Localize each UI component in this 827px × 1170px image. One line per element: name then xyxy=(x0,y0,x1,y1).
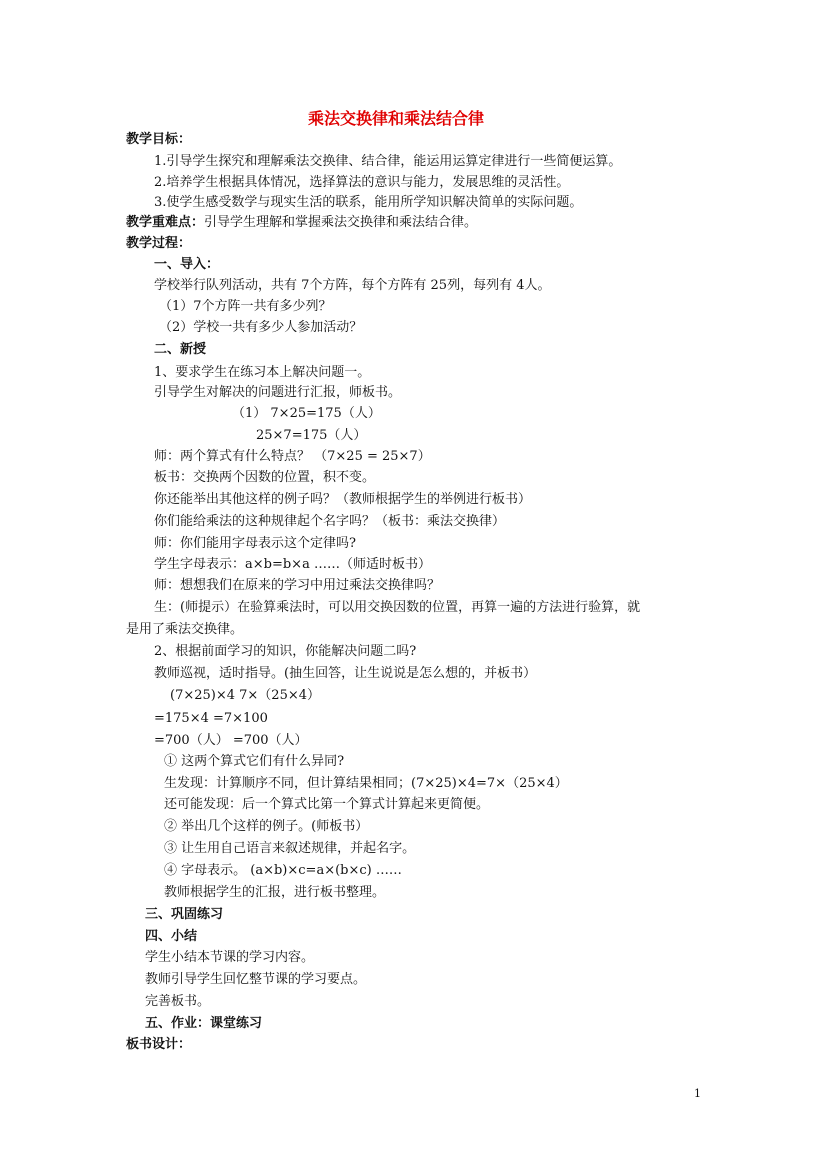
text-line xyxy=(154,732,308,750)
section-heading: 教学重难点： xyxy=(126,215,205,230)
text-line xyxy=(164,753,344,771)
text-line xyxy=(154,577,440,595)
text-line xyxy=(154,448,431,466)
text-line xyxy=(154,469,375,487)
section-heading: 五、作业：课堂练习 xyxy=(145,1016,263,1031)
line-text: ② 举出几个这样的例子。(师板书） xyxy=(164,819,369,834)
text-line xyxy=(159,319,362,337)
line-text: 是用了乘法交换律。 xyxy=(126,622,244,637)
line-text: 1.引导学生探究和理解乘法交换律、结合律，能运用运算定律进行一些简便运算。 xyxy=(154,154,622,169)
section-heading: 板书设计： xyxy=(126,1037,192,1052)
line-text: =700（人） =700（人） xyxy=(154,733,308,748)
line-text: 板书：交换两个因数的位置，积不变。 xyxy=(154,470,376,485)
line-text: (7×25)×4 7×（25×4） xyxy=(170,688,321,703)
page-number: 1 xyxy=(694,1087,701,1100)
line-text: ③ 让生用自己语言来叙述规律，并起名字。 xyxy=(164,841,416,856)
text-line xyxy=(164,840,415,858)
text-line xyxy=(154,513,505,531)
text-line xyxy=(154,153,621,171)
line-text: 师：你们能用字母表示这个定律吗? xyxy=(154,536,356,551)
text-line xyxy=(154,256,219,274)
text-line xyxy=(232,405,381,423)
text-line xyxy=(145,928,197,946)
line-text: 1、要求学生在练习本上解决问题一。 xyxy=(154,365,371,380)
line-text: 你们能给乘法的这种规律起个名字吗？（板书：乘法交换律） xyxy=(154,514,506,529)
line-text: 还可能发现：后一个算式比第一个算式计算起来更简便。 xyxy=(164,797,490,812)
text-line xyxy=(164,862,402,880)
text-line xyxy=(154,384,401,402)
text-line xyxy=(154,277,550,295)
line-text: （1）7个方阵一共有多少列？ xyxy=(159,299,332,314)
section-heading: 四、小结 xyxy=(145,929,198,944)
text-line xyxy=(126,214,477,232)
line-text: 教师巡视，适时指导。(抽生回答，让生说说是怎么想的，并板书） xyxy=(154,666,537,681)
line-text: （2）学校一共有多少人参加活动？ xyxy=(159,320,363,335)
text-line xyxy=(256,427,366,445)
line-text: 你还能举出其他这样的例子吗？（教师根据学生的举例进行板书） xyxy=(154,492,532,507)
line-text: 3.使学生感受数学与现实生活的联系，能用所学知识解决简单的实际问题。 xyxy=(154,195,583,210)
line-text: （1） 7×25=175（人） xyxy=(232,406,381,421)
text-line xyxy=(154,710,268,728)
text-line xyxy=(145,906,223,924)
text-line xyxy=(154,643,416,661)
text-line xyxy=(154,599,640,617)
line-text: ① 这两个算式它们有什么异同? xyxy=(164,754,345,769)
line-text: 生：(师提示）在验算乘法时，可以用交换因数的位置，再算一遍的方法进行验算，就 xyxy=(154,600,641,615)
line-text: 生发现：计算顺序不同，但计算结果相同；(7×25)×4=7×（25×4） xyxy=(164,776,568,791)
text-line xyxy=(145,971,366,989)
text-line xyxy=(126,1036,191,1054)
text-line xyxy=(145,949,314,967)
line-text: 学生字母表示：a×b=b×a ……（师适时板书） xyxy=(154,557,431,572)
text-line xyxy=(154,364,370,382)
document-title: 乘法交换律和乘法结合律 xyxy=(308,109,485,128)
text-line xyxy=(145,1015,262,1033)
line-text: 师：想想我们在原来的学习中用过乘法交换律吗？ xyxy=(154,578,441,593)
line-text: 学生小结本节课的学习内容。 xyxy=(145,950,315,965)
text-line xyxy=(126,621,243,639)
text-line xyxy=(164,775,568,793)
text-line xyxy=(154,665,536,683)
line-text: 25×7=175（人） xyxy=(256,428,367,443)
line-text: 完善板书。 xyxy=(145,994,211,1009)
text-line xyxy=(170,687,320,705)
text-line xyxy=(164,818,368,836)
section-heading: 二、新授 xyxy=(154,342,207,357)
line-text: 师：两个算式有什么特点？ （7×25 = 25×7） xyxy=(154,449,431,464)
text-line xyxy=(154,556,431,574)
line-text: 教师引导学生回忆整节课的学习要点。 xyxy=(145,972,367,987)
section-heading: 三、巩固练习 xyxy=(145,907,224,922)
text-line xyxy=(164,796,489,814)
text-line xyxy=(154,174,569,192)
text-line xyxy=(154,341,206,359)
text-line xyxy=(126,131,191,149)
section-heading: 一、导入： xyxy=(154,257,220,272)
line-text: 学校举行队列活动，共有 7个方阵，每个方阵有 25列，每列有 4人。 xyxy=(154,278,551,293)
section-heading: 教学目标： xyxy=(126,132,192,147)
text-line xyxy=(126,235,191,253)
line-text-rest: 引导学生理解和掌握乘法交换律和乘法结合律。 xyxy=(204,215,478,230)
text-line xyxy=(164,884,385,902)
text-line xyxy=(154,491,531,509)
line-text: ④ 字母表示。 (a×b)×c=a×(b×c) …… xyxy=(164,863,402,878)
line-text: 引导学生对解决的问题进行汇报，师板书。 xyxy=(154,385,402,400)
line-text: 教师根据学生的汇报，进行板书整理。 xyxy=(164,885,386,900)
text-line xyxy=(154,194,582,212)
text-line xyxy=(154,535,356,553)
line-text: 2、根据前面学习的知识，你能解决问题二吗? xyxy=(154,644,417,659)
text-line xyxy=(145,993,210,1011)
line-text: 2.培养学生根据具体情况，选择算法的意识与能力，发展思维的灵活性。 xyxy=(154,175,570,190)
section-heading: 教学过程： xyxy=(126,236,192,251)
text-line xyxy=(159,298,332,316)
line-text: =175×4 =7×100 xyxy=(154,711,268,726)
